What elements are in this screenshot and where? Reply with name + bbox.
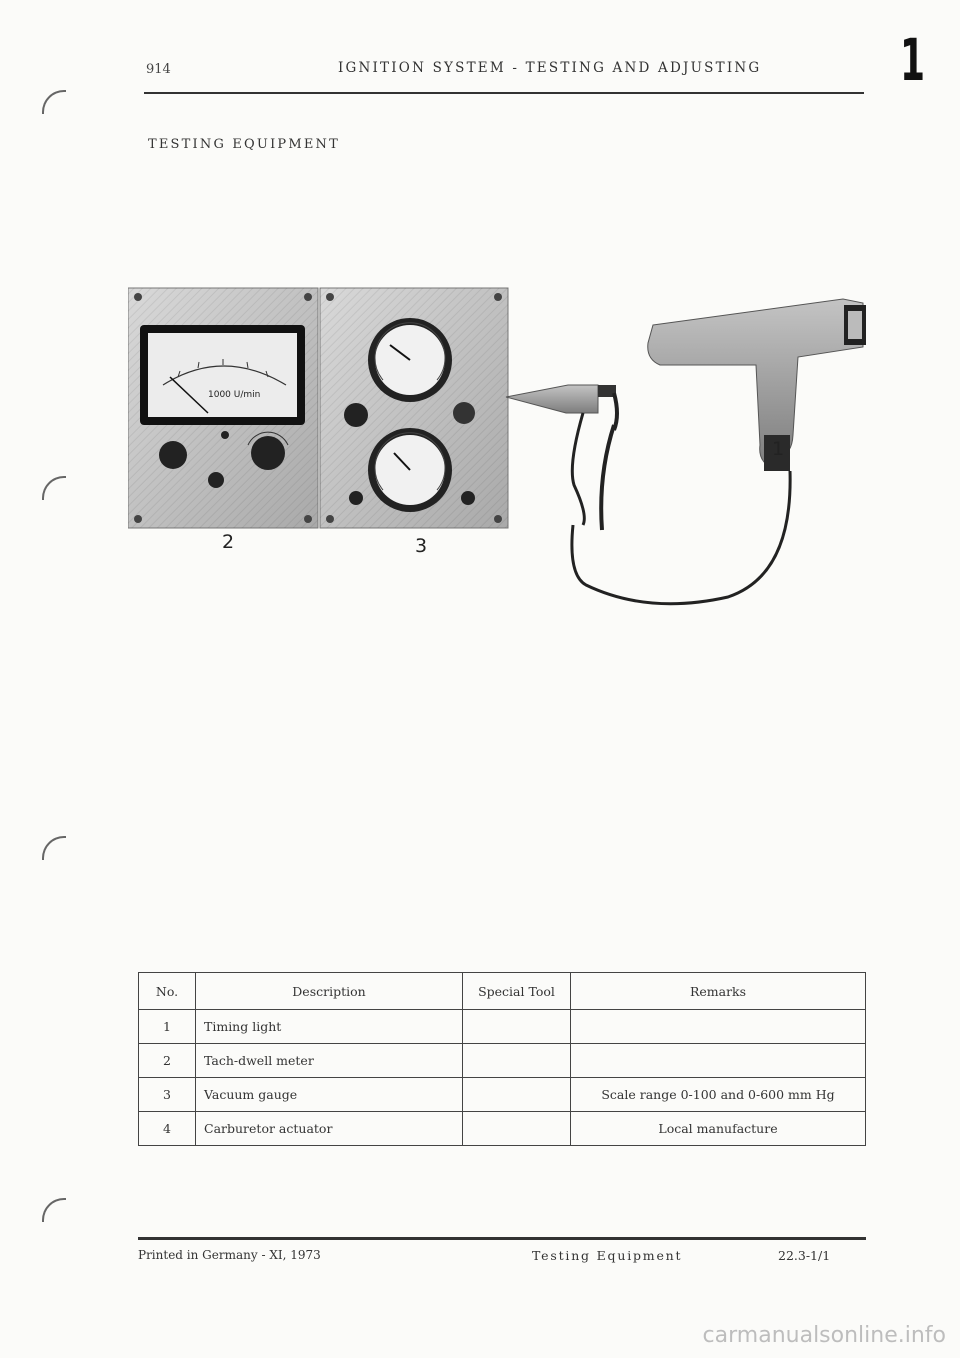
row-no: 2 [139,1044,196,1078]
section-title: TESTING EQUIPMENT [148,137,340,152]
table-header-row [139,973,866,1010]
row-special-tool [463,1010,571,1044]
equipment-table [138,972,866,1146]
row-special-tool [463,1078,571,1112]
page-reference: 22.3-1/1 [778,1248,831,1263]
table-row [139,1112,866,1146]
header-special-tool: Special Tool [463,973,571,1010]
row-description: Vacuum gauge [196,1078,463,1112]
vacuum-gauge-illustration [320,288,508,528]
binder-punch-mark [42,836,66,860]
row-remarks: Local manufacture [571,1112,866,1146]
model-number: 914 [146,62,171,77]
callout-3: 3 [415,535,428,557]
watermark: carmanualsonline.info [702,1323,946,1348]
table-row [139,1010,866,1044]
table-row [139,1078,866,1112]
row-description: Carburetor actuator [196,1112,463,1146]
timing-light-illustration [506,299,866,604]
row-description: Timing light [196,1010,463,1044]
header-rule [144,92,864,94]
row-no: 3 [139,1078,196,1112]
binder-punch-mark [42,1198,66,1222]
row-special-tool [463,1044,571,1078]
row-description: Tach-dwell meter [196,1044,463,1078]
header-no: No. [139,973,196,1010]
row-remarks: Scale range 0-100 and 0-600 mm Hg [571,1078,866,1112]
section-number: 1 [900,26,926,94]
row-no: 1 [139,1010,196,1044]
printed-note: Printed in Germany - XI, 1973 [138,1248,321,1262]
meter-scale-label: 1000 U/min [208,390,261,400]
callout-1: 1 [772,438,785,460]
callout-2: 2 [222,531,235,553]
binder-punch-mark [42,90,66,114]
tach-dwell-meter-illustration [128,288,318,528]
binder-punch-mark [42,476,66,500]
row-remarks [571,1044,866,1078]
header-remarks: Remarks [571,973,866,1010]
page-header-title: IGNITION SYSTEM - TESTING AND ADJUSTING [338,60,762,76]
equipment-photo [128,285,888,615]
row-special-tool [463,1112,571,1146]
row-remarks [571,1010,866,1044]
table-row [139,1044,866,1078]
row-no: 4 [139,1112,196,1146]
header-description: Description [196,973,463,1010]
footer-subject: Testing Equipment [532,1248,683,1263]
footer-rule [138,1237,866,1240]
